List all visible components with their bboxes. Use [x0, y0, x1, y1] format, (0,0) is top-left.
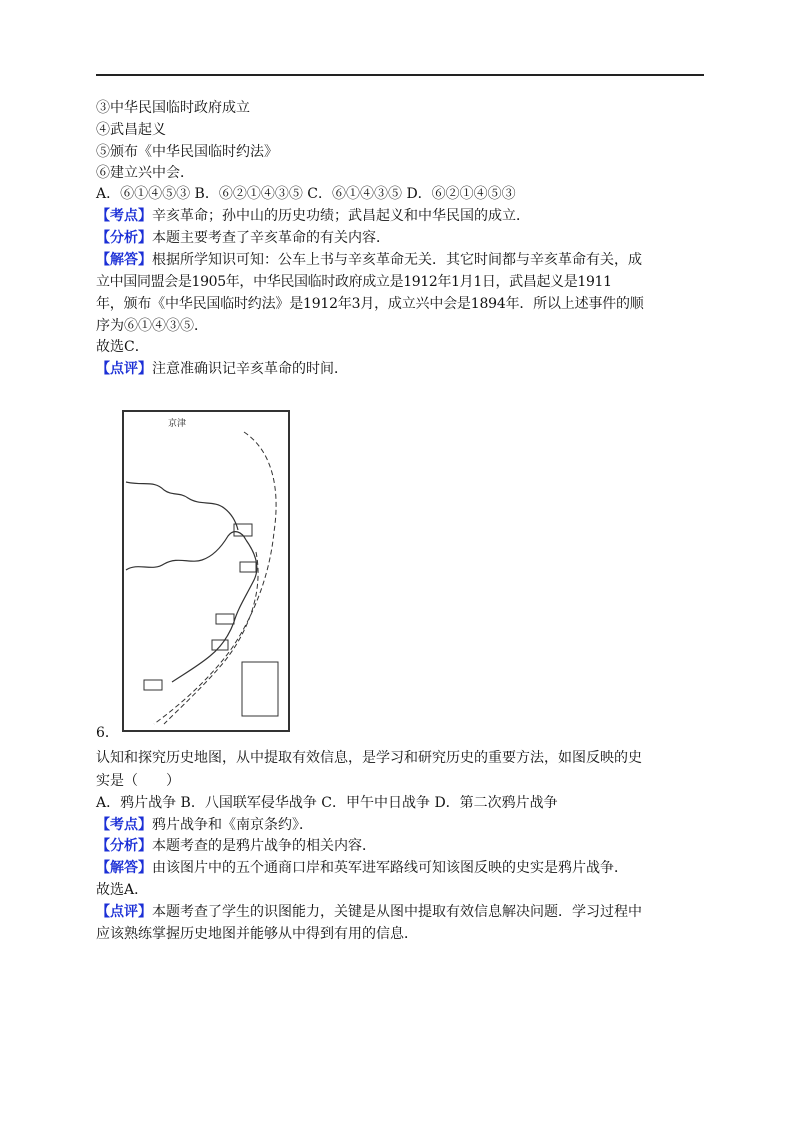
- kaodian-tag: 【考点】: [96, 817, 152, 833]
- option-5: ⑤颁布《中华民国临时约法》: [96, 144, 278, 160]
- kaodian-text: 鸦片战争和《南京条约》．: [152, 817, 313, 833]
- header-rule: [96, 74, 704, 76]
- dianping-tag: 【点评】: [96, 904, 152, 920]
- dianping-text-l2: 应该熟练掌握历史地图并能够从中得到有用的信息．: [96, 926, 418, 942]
- map-port-5: [144, 680, 162, 690]
- dianping-2: [96, 902, 642, 922]
- map-port-3: [216, 614, 234, 624]
- map-coast-mid: [126, 532, 246, 570]
- fenxi-1: [96, 228, 390, 248]
- dianping-text-l1: 本题考查了学生的识图能力，关键是从图中提取有效信息解决问题．学习过程中: [152, 904, 642, 920]
- map-port-4: [212, 640, 228, 650]
- jieda-tag: 【解答】: [96, 860, 152, 876]
- jieda-2: [96, 858, 628, 878]
- map-title: 京津: [168, 419, 187, 429]
- opium-war-map: [122, 410, 290, 732]
- jieda-text-l2: 立中国同盟会是1905年，中华民国临时政府成立是1912年1月1日，武昌起义是1911: [96, 274, 612, 290]
- kaodian-2: [96, 815, 313, 835]
- jieda-tag: 【解答】: [96, 252, 152, 268]
- answer-2: 故选A．: [96, 882, 149, 898]
- kaodian-1: [96, 206, 530, 226]
- map-route-2: [164, 552, 258, 724]
- dianping-text: 注意准确识记辛亥革命的时间．: [152, 361, 348, 377]
- jieda-text-l4: 序为⑥①④③⑤．: [96, 318, 208, 334]
- map-drawing: [124, 412, 288, 730]
- dianping-1: [96, 359, 348, 379]
- answer-1: 故选C．: [96, 339, 149, 355]
- dianping-tag: 【点评】: [96, 361, 152, 377]
- stem-l2: 实是（ ）: [96, 773, 180, 789]
- stem-l1: 认知和探究历史地图，从中提取有效信息，是学习和研究历史的重要方法，如图反映的史: [96, 750, 642, 766]
- fenxi-text: 本题考查的是鸦片战争的相关内容．: [152, 838, 376, 854]
- jieda-1: [96, 250, 642, 270]
- kaodian-tag: 【考点】: [96, 208, 152, 224]
- fenxi-tag: 【分析】: [96, 838, 152, 854]
- fenxi-tag: 【分析】: [96, 230, 152, 246]
- option-4: ④武昌起义: [96, 122, 166, 138]
- jieda-text-l1: 根据所学知识可知：公车上书与辛亥革命无关．其它时间都与辛亥革命有关，成: [152, 252, 642, 268]
- jieda-text: 由该图片中的五个通商口岸和英军进军路线可知该图反映的史实是鸦片战争．: [152, 860, 628, 876]
- kaodian-text: 辛亥革命；孙中山的历史功绩；武昌起义和中华民国的成立．: [152, 208, 530, 224]
- option-6: ⑥建立兴中会．: [96, 165, 194, 181]
- fenxi-2: [96, 836, 376, 856]
- answer-choices-1: A．⑥①④⑤③ B．⑥②①④③⑤ C．⑥①④③⑤ D．⑥②①④⑤③: [96, 186, 516, 202]
- fenxi-text: 本题主要考查了辛亥革命的有关内容．: [152, 230, 390, 246]
- map-coast-north: [126, 482, 238, 530]
- jieda-text-l3: 年，颁布《中华民国临时约法》是1912年3月，成立兴中会是1894年．所以上述事件的顺: [96, 296, 644, 312]
- map-coast-south: [172, 540, 257, 682]
- question-number: 6．: [96, 725, 119, 741]
- option-3: ③中华民国临时政府成立: [96, 100, 250, 116]
- map-inset: [242, 662, 278, 716]
- map-port-2: [240, 562, 256, 572]
- answer-choices-2: A．鸦片战争 B．八国联军侵华战争 C．甲午中日战争 D．第二次鸦片战争: [96, 795, 558, 811]
